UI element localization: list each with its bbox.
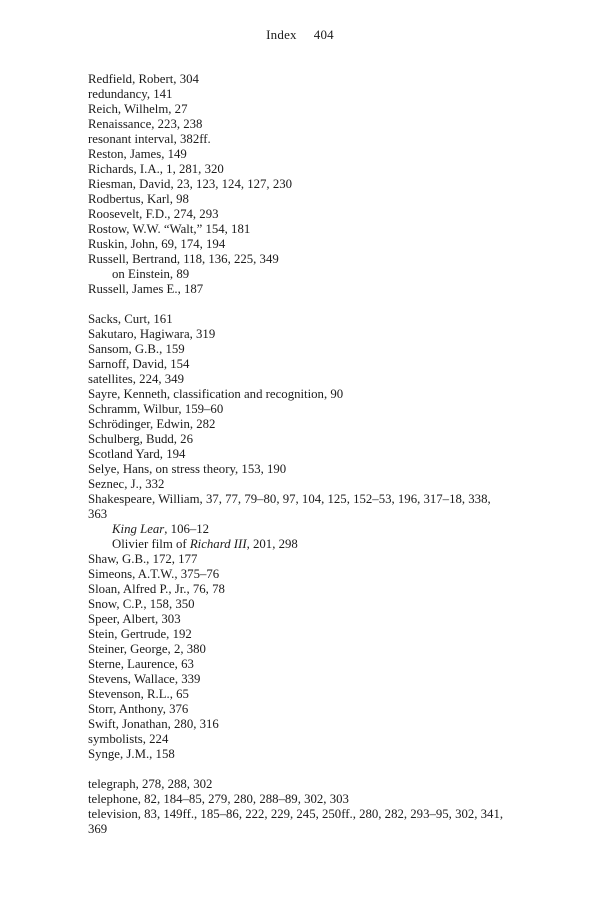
entry-text: Selye, Hans, on stress theory, 153, 190 — [88, 462, 287, 476]
entry-line — [88, 702, 568, 717]
entry-text: Schulberg, Budd, 26 — [88, 432, 193, 446]
index-entry — [88, 117, 568, 132]
index-entry — [88, 222, 568, 237]
header-page-number: 404 — [313, 27, 334, 42]
index-content — [88, 72, 568, 852]
entry-line — [88, 312, 568, 327]
entry-line — [88, 537, 568, 552]
entry-line — [88, 267, 568, 282]
entry-line — [88, 522, 568, 537]
entry-line — [88, 207, 568, 222]
index-entry — [88, 732, 568, 747]
entry-text: Rostow, W.W. “Walt,” 154, 181 — [88, 222, 251, 236]
entry-text: on Einstein, 89 — [112, 267, 190, 281]
entry-line — [88, 237, 568, 252]
entry-line — [88, 747, 568, 762]
index-subentry — [88, 522, 568, 537]
index-entry — [88, 672, 568, 687]
index-entry — [88, 132, 568, 147]
entry-line — [88, 822, 568, 837]
entry-text: Stevenson, R.L., 65 — [88, 687, 189, 701]
index-entry — [88, 372, 568, 387]
entry-text: Steiner, George, 2, 380 — [88, 642, 206, 656]
index-entry — [88, 612, 568, 627]
index-entry — [88, 327, 568, 342]
index-entry — [88, 252, 568, 267]
index-entry — [88, 312, 568, 327]
entry-text: Sacks, Curt, 161 — [88, 312, 173, 326]
entry-text: Speer, Albert, 303 — [88, 612, 181, 626]
entry-text-italic: Richard III — [189, 537, 247, 551]
entry-text: Ruskin, John, 69, 174, 194 — [88, 237, 226, 251]
entry-line — [88, 342, 568, 357]
entry-text: Reston, James, 149 — [88, 147, 187, 161]
entry-line — [88, 117, 568, 132]
entry-text: Russell, James E., 187 — [88, 282, 204, 296]
entry-text: Schramm, Wilbur, 159–60 — [88, 402, 224, 416]
entry-text: Olivier film of — [112, 537, 190, 551]
entry-line — [88, 72, 568, 87]
entry-text: 369 — [88, 822, 108, 836]
entry-line — [88, 222, 568, 237]
entry-text: Richards, I.A., 1, 281, 320 — [88, 162, 224, 176]
index-subentry — [88, 267, 568, 282]
entry-text: , 106–12 — [164, 522, 210, 536]
entry-line — [88, 372, 568, 387]
index-subentry — [88, 537, 568, 552]
entry-text: Snow, C.P., 158, 350 — [88, 597, 195, 611]
entry-text: 363 — [88, 507, 108, 521]
entry-line — [88, 642, 568, 657]
entry-text: redundancy, 141 — [88, 87, 173, 101]
entry-text: Redfield, Robert, 304 — [88, 72, 199, 86]
index-entry — [88, 492, 568, 522]
entry-line — [88, 807, 568, 822]
entry-text: television, 83, 149ff., 185–86, 222, 229, 245, 250ff., 280, 282, 293–95, 302, 341, — [88, 807, 504, 821]
index-entry — [88, 657, 568, 672]
index-entry — [88, 792, 568, 807]
index-entry — [88, 192, 568, 207]
entry-text: Renaissance, 223, 238 — [88, 117, 203, 131]
index-section-3 — [88, 777, 568, 837]
index-entry — [88, 597, 568, 612]
entry-text: Sayre, Kenneth, classification and recognition, 90 — [88, 387, 344, 401]
entry-line — [88, 477, 568, 492]
entry-line — [88, 777, 568, 792]
index-entry — [88, 342, 568, 357]
entry-line — [88, 462, 568, 477]
index-entry — [88, 777, 568, 792]
entry-line — [88, 627, 568, 642]
entry-line — [88, 732, 568, 747]
index-entry — [88, 432, 568, 447]
entry-line — [88, 432, 568, 447]
index-entry — [88, 282, 568, 297]
entry-text: Sakutaro, Hagiwara, 319 — [88, 327, 216, 341]
entry-text: Stein, Gertrude, 192 — [88, 627, 192, 641]
index-entry — [88, 702, 568, 717]
index-section-2 — [88, 312, 568, 762]
entry-line — [88, 402, 568, 417]
entry-line — [88, 612, 568, 627]
entry-text: Synge, J.M., 158 — [88, 747, 175, 761]
entry-text: Reich, Wilhelm, 27 — [88, 102, 188, 116]
entry-line — [88, 672, 568, 687]
entry-text: Swift, Jonathan, 280, 316 — [88, 717, 219, 731]
entry-text: Schrödinger, Edwin, 282 — [88, 417, 216, 431]
entry-text: Russell, Bertrand, 118, 136, 225, 349 — [88, 252, 279, 266]
index-entry — [88, 747, 568, 762]
index-entry — [88, 102, 568, 117]
entry-text: resonant interval, 382ff. — [88, 132, 211, 146]
entry-text: telegraph, 278, 288, 302 — [88, 777, 213, 791]
entry-line — [88, 687, 568, 702]
entry-line — [88, 132, 568, 147]
entry-line — [88, 507, 568, 522]
entry-line — [88, 552, 568, 567]
entry-text-italic: King Lear — [112, 522, 165, 536]
index-entry — [88, 147, 568, 162]
index-entry — [88, 582, 568, 597]
header-title: Index — [266, 27, 297, 42]
entry-line — [88, 417, 568, 432]
entry-line — [88, 327, 568, 342]
entry-text: Stevens, Wallace, 339 — [88, 672, 201, 686]
index-entry — [88, 642, 568, 657]
entry-text: Sansom, G.B., 159 — [88, 342, 185, 356]
index-entry — [88, 162, 568, 177]
page-header — [0, 27, 600, 43]
index-entry — [88, 477, 568, 492]
index-entry — [88, 687, 568, 702]
entry-line — [88, 657, 568, 672]
entry-text: Seznec, J., 332 — [88, 477, 165, 491]
entry-line — [88, 147, 568, 162]
index-entry — [88, 567, 568, 582]
entry-text: Simeons, A.T.W., 375–76 — [88, 567, 220, 581]
entry-text: Riesman, David, 23, 123, 124, 127, 230 — [88, 177, 293, 191]
entry-line — [88, 792, 568, 807]
entry-text: telephone, 82, 184–85, 279, 280, 288–89, 302, 303 — [88, 792, 349, 806]
index-entry — [88, 417, 568, 432]
entry-text: Storr, Anthony, 376 — [88, 702, 189, 716]
entry-line — [88, 567, 568, 582]
index-section-1 — [88, 72, 568, 297]
entry-line — [88, 492, 568, 507]
index-entry — [88, 357, 568, 372]
entry-text: Scotland Yard, 194 — [88, 447, 186, 461]
index-entry — [88, 807, 568, 837]
index-entry — [88, 177, 568, 192]
index-entry — [88, 207, 568, 222]
entry-line — [88, 447, 568, 462]
entry-line — [88, 102, 568, 117]
entry-text: satellites, 224, 349 — [88, 372, 184, 386]
entry-line — [88, 387, 568, 402]
index-entry — [88, 627, 568, 642]
entry-text: Roosevelt, F.D., 274, 293 — [88, 207, 219, 221]
entry-line — [88, 177, 568, 192]
entry-text: Sterne, Laurence, 63 — [88, 657, 194, 671]
entry-text: , 201, 298 — [246, 537, 298, 551]
entry-line — [88, 357, 568, 372]
index-entry — [88, 237, 568, 252]
entry-text: Shakespeare, William, 37, 77, 79–80, 97, 104, 125, 152–53, 196, 317–18, 338, — [88, 492, 491, 506]
entry-line — [88, 252, 568, 267]
entry-text: Sloan, Alfred P., Jr., 76, 78 — [88, 582, 225, 596]
index-entry — [88, 402, 568, 417]
entry-line — [88, 192, 568, 207]
index-entry — [88, 387, 568, 402]
entry-line — [88, 582, 568, 597]
index-entry — [88, 72, 568, 87]
entry-line — [88, 87, 568, 102]
index-entry — [88, 462, 568, 477]
index-entry — [88, 447, 568, 462]
entry-line — [88, 717, 568, 732]
entry-line — [88, 282, 568, 297]
entry-text: Shaw, G.B., 172, 177 — [88, 552, 198, 566]
entry-line — [88, 162, 568, 177]
entry-text: Sarnoff, David, 154 — [88, 357, 190, 371]
index-entry — [88, 87, 568, 102]
index-entry — [88, 552, 568, 567]
index-entry — [88, 717, 568, 732]
entry-line — [88, 597, 568, 612]
entry-text: symbolists, 224 — [88, 732, 169, 746]
entry-text: Rodbertus, Karl, 98 — [88, 192, 189, 206]
